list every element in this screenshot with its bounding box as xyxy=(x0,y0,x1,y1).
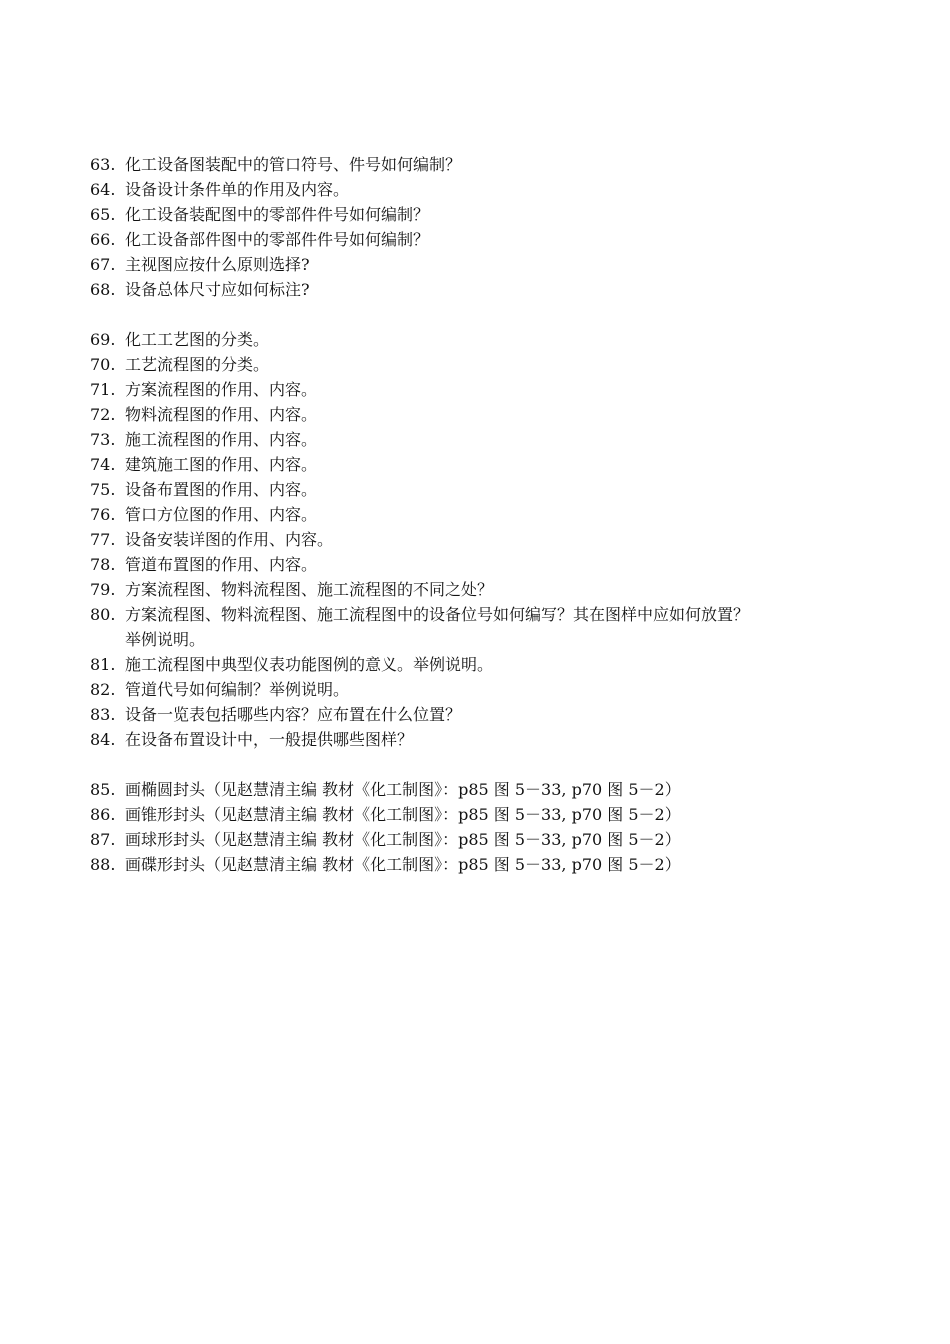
question-text-line: 画球形封头（见赵慧清主编 教材《化工制图》：p85 图 5－33, p70 图 5－2） xyxy=(125,830,681,849)
question-text xyxy=(125,327,890,352)
question-text xyxy=(125,802,890,827)
question-number: 73. xyxy=(90,430,116,449)
question-number: 79. xyxy=(90,580,116,599)
question-text xyxy=(125,452,890,477)
question-number: 81. xyxy=(90,655,116,674)
question-text xyxy=(125,652,890,677)
question-number: 86. xyxy=(90,805,116,824)
question-text xyxy=(125,852,890,877)
question-number: 80. xyxy=(90,605,116,624)
question-text-line: 施工流程图的作用、内容。 xyxy=(125,430,318,449)
question-text-line: 方案流程图、物料流程图、施工流程图中的设备位号如何编写？其在图样中应如何放置？ xyxy=(125,605,750,624)
question-text xyxy=(125,402,890,427)
question-text-line: 工艺流程图的分类。 xyxy=(125,355,270,374)
question-number: 64. xyxy=(90,180,116,199)
question-text xyxy=(125,277,890,302)
question-number: 67. xyxy=(90,255,116,274)
question-number: 68. xyxy=(90,280,116,299)
question-item xyxy=(90,427,890,452)
question-item xyxy=(90,252,890,277)
question-item xyxy=(90,402,890,427)
question-number: 72. xyxy=(90,405,116,424)
question-item xyxy=(90,577,890,602)
question-text-line: 方案流程图的作用、内容。 xyxy=(125,380,318,399)
question-text-line: 设备一览表包括哪些内容？应布置在什么位置？ xyxy=(125,705,462,724)
question-text xyxy=(125,502,890,527)
question-number: 65. xyxy=(90,205,116,224)
question-text xyxy=(125,352,890,377)
question-item xyxy=(90,152,890,177)
question-number: 77. xyxy=(90,530,116,549)
question-text-line: 设备设计条件单的作用及内容。 xyxy=(125,180,350,199)
question-item xyxy=(90,477,890,502)
question-number: 82. xyxy=(90,680,116,699)
question-item xyxy=(90,802,890,827)
question-text xyxy=(125,777,890,802)
question-item xyxy=(90,202,890,227)
question-group xyxy=(90,327,890,752)
question-text-line: 化工设备部件图中的零部件件号如何编制？ xyxy=(125,230,430,249)
question-text-line: 方案流程图、物料流程图、施工流程图的不同之处？ xyxy=(125,580,494,599)
question-item xyxy=(90,527,890,552)
question-text xyxy=(125,527,890,552)
question-item xyxy=(90,177,890,202)
question-text xyxy=(125,177,890,202)
question-text-line: 化工设备图装配中的管口符号、件号如何编制？ xyxy=(125,155,462,174)
question-item xyxy=(90,677,890,702)
question-number: 69. xyxy=(90,330,116,349)
question-number: 75. xyxy=(90,480,116,499)
question-number: 87. xyxy=(90,830,116,849)
question-group xyxy=(90,777,890,877)
question-item xyxy=(90,652,890,677)
question-text-line: 化工设备装配图中的零部件件号如何编制？ xyxy=(125,205,430,224)
question-text-line: 画椭圆封头（见赵慧清主编 教材《化工制图》：p85 图 5－33, p70 图 5－2） xyxy=(125,780,681,799)
question-text xyxy=(125,702,890,727)
question-item xyxy=(90,277,890,302)
question-number: 71. xyxy=(90,380,116,399)
question-text xyxy=(125,202,890,227)
question-item xyxy=(90,727,890,752)
question-text-line: 管道布置图的作用、内容。 xyxy=(125,555,318,574)
question-item xyxy=(90,502,890,527)
question-text xyxy=(125,252,890,277)
question-text-line: 管口方位图的作用、内容。 xyxy=(125,505,318,524)
question-number: 88. xyxy=(90,855,116,874)
question-text xyxy=(125,577,890,602)
question-text-line: 画锥形封头（见赵慧清主编 教材《化工制图》：p85 图 5－33, p70 图 5－2） xyxy=(125,805,681,824)
question-text-line: 设备总体尺寸应如何标注? xyxy=(125,280,310,299)
question-text-line: 化工工艺图的分类。 xyxy=(125,330,270,349)
question-text-line: 管道代号如何编制？举例说明。 xyxy=(125,680,350,699)
question-text xyxy=(125,227,890,252)
question-text-line: 施工流程图中典型仪表功能图例的意义。举例说明。 xyxy=(125,655,494,674)
question-item xyxy=(90,852,890,877)
question-item xyxy=(90,377,890,402)
question-text-line: 画碟形封头（见赵慧清主编 教材《化工制图》：p85 图 5－33, p70 图 5－2） xyxy=(125,855,681,874)
question-number: 63. xyxy=(90,155,116,174)
question-item xyxy=(90,602,890,652)
question-text xyxy=(125,477,890,502)
question-list xyxy=(90,152,890,877)
question-number: 76. xyxy=(90,505,116,524)
question-text-line: 设备布置图的作用、内容。 xyxy=(125,480,318,499)
question-text xyxy=(125,552,890,577)
question-number: 66. xyxy=(90,230,116,249)
question-item xyxy=(90,777,890,802)
question-text xyxy=(125,827,890,852)
question-text-line: 建筑施工图的作用、内容。 xyxy=(125,455,318,474)
question-number: 78. xyxy=(90,555,116,574)
question-text-line: 举例说明。 xyxy=(125,630,206,649)
question-text xyxy=(125,427,890,452)
question-text xyxy=(125,377,890,402)
question-item xyxy=(90,227,890,252)
question-text xyxy=(125,602,890,652)
question-text-line: 在设备布置设计中，一般提供哪些图样？ xyxy=(125,730,414,749)
question-text-line: 物料流程图的作用、内容。 xyxy=(125,405,318,424)
question-text-line: 设备安装详图的作用、内容。 xyxy=(125,530,334,549)
question-item xyxy=(90,552,890,577)
question-number: 74. xyxy=(90,455,116,474)
question-text xyxy=(125,152,890,177)
question-text xyxy=(125,677,890,702)
question-text xyxy=(125,727,890,752)
question-item xyxy=(90,352,890,377)
question-number: 85. xyxy=(90,780,116,799)
question-group xyxy=(90,152,890,302)
question-text-line: 主视图应按什么原则选择? xyxy=(125,255,310,274)
question-number: 84. xyxy=(90,730,116,749)
question-number: 83. xyxy=(90,705,116,724)
question-number: 70. xyxy=(90,355,116,374)
question-item xyxy=(90,452,890,477)
question-item xyxy=(90,327,890,352)
question-item xyxy=(90,827,890,852)
question-item xyxy=(90,702,890,727)
